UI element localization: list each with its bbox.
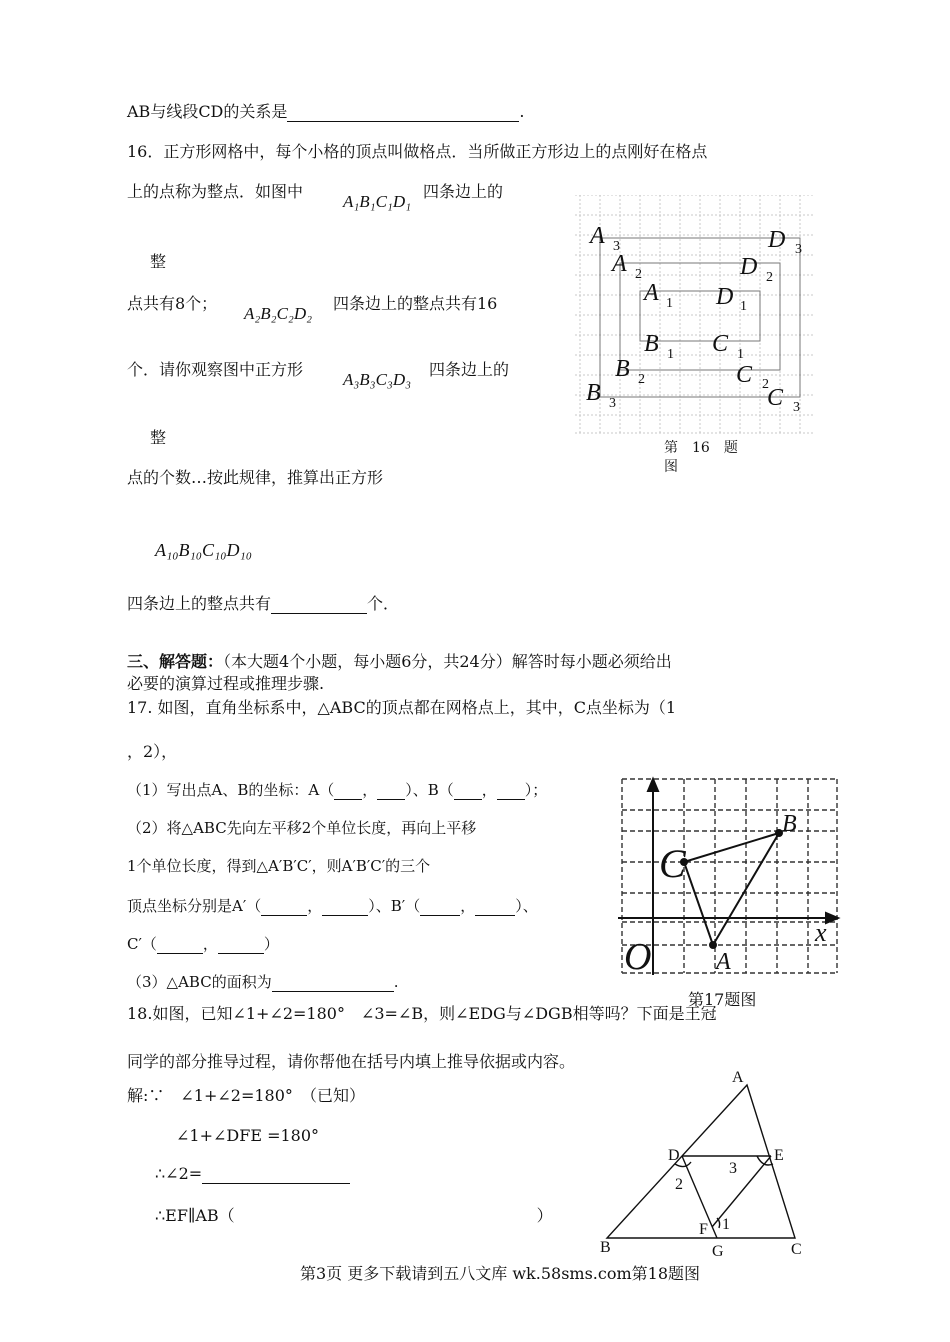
q16-line6: 整 xyxy=(150,428,167,447)
q17-a1x-blank[interactable] xyxy=(261,915,307,916)
q18-s4b: ） xyxy=(536,1206,553,1225)
q17-p2c: 顶点坐标分别是A′（ xyxy=(127,897,262,915)
q16-line2a: 上的点称为整点．如图中 xyxy=(127,182,304,201)
q16-square2: A₂B₂C₂D₂ xyxy=(244,304,313,323)
label-c3: C xyxy=(767,385,784,411)
label-d2-sub: 2 xyxy=(766,270,773,285)
section3-line1 xyxy=(127,652,672,672)
q17-part3 xyxy=(127,972,398,992)
label-b: B xyxy=(782,811,797,837)
q18-step2: ∠1+∠DFE =180° xyxy=(176,1126,320,1145)
label-c2-sub: 2 xyxy=(762,377,769,392)
q16-line5b: 四条边上的 xyxy=(429,360,510,379)
q17-line1: 17. 如图，直角坐标系中，△ABC的顶点都在网格点上，其中，C点坐标为（1 xyxy=(127,698,677,717)
q16-line3: 整 xyxy=(150,252,167,271)
page-footer xyxy=(300,1264,700,1284)
q17-p2h: C′（ xyxy=(127,935,157,953)
q15-end: . xyxy=(519,102,525,121)
label-d1: D xyxy=(716,284,734,310)
q16-line4b: 四条边上的整点共有16 xyxy=(333,294,498,313)
vertex-a xyxy=(709,941,717,949)
label-a2: A xyxy=(612,251,627,277)
q16-caption-a: 第 16 题 xyxy=(664,440,738,456)
label-c3-sub: 3 xyxy=(793,400,800,415)
q16-line5a: 个．请你观察图中正方形 xyxy=(127,360,304,379)
q16-square10: A₁₀B₁₀C₁₀D₁₀ xyxy=(155,540,253,560)
q17-part1 xyxy=(127,780,547,800)
x-axis-arrow xyxy=(826,913,838,923)
label-angle1: 1 xyxy=(722,1216,730,1233)
arc-1 xyxy=(717,1218,720,1228)
label-angle2: 2 xyxy=(675,1176,683,1193)
q18-line1: 18.如图，已知∠1+∠2=180° ∠3=∠B，则∠EDG与∠DGB相等吗？下面是王冠 xyxy=(127,1004,717,1023)
q16-line8a: 四条边上的整点共有 xyxy=(127,594,272,613)
label-c1-sub: 1 xyxy=(737,347,744,362)
q18-caption: 第18题图 xyxy=(631,1264,701,1283)
q17-coordinate-figure xyxy=(618,775,843,980)
label-c2: C xyxy=(736,362,753,388)
q17-caption: 第17题图 xyxy=(688,990,757,1009)
q16-line7: 点的个数…按此规律，推算出正方形 xyxy=(127,468,384,487)
label-angle3: 3 xyxy=(729,1160,737,1177)
q18-step4 xyxy=(155,1206,553,1226)
label-a1-sub: 1 xyxy=(666,296,673,311)
q15-line xyxy=(127,102,524,122)
label-b1: B xyxy=(644,331,659,357)
label-c1: C xyxy=(712,331,729,357)
segment-ef xyxy=(712,1156,771,1227)
q17-part2c xyxy=(127,896,538,916)
q17-c1x-blank[interactable] xyxy=(157,953,203,954)
q17-part2d xyxy=(127,934,279,954)
q17-bx-blank[interactable] xyxy=(454,799,482,800)
q18-line2: 同学的部分推导过程，请你帮他在括号内填上推导依据或内容。 xyxy=(127,1052,576,1071)
q17-p2i: ， xyxy=(202,935,218,953)
label-g: G xyxy=(712,1243,724,1260)
label-b2: B xyxy=(615,356,630,382)
q18-s4a: ∴EF∥AB（ xyxy=(155,1206,235,1225)
label-d: D xyxy=(668,1147,680,1164)
label-c: C xyxy=(659,841,686,886)
q17-ax-blank[interactable] xyxy=(334,799,362,800)
q17-triangle xyxy=(684,833,779,945)
q17-part2a: （2）将△ABC先向左平移2个单位长度，再向上平移 xyxy=(127,819,477,837)
label-a1: A xyxy=(644,280,659,306)
label-b2-sub: 2 xyxy=(638,372,645,387)
q17-p3b: . xyxy=(393,973,399,991)
label-d1-sub: 1 xyxy=(740,299,747,314)
q17-p2f: ， xyxy=(460,897,476,915)
q16-line4a: 点共有8个； xyxy=(127,294,218,313)
label-a2-sub: 2 xyxy=(635,267,642,282)
q16-grid-figure xyxy=(575,195,820,435)
q17-p2g: ）、 xyxy=(515,897,538,915)
label-b1-sub: 1 xyxy=(667,347,674,362)
q18-angle2-blank[interactable] xyxy=(202,1183,350,1184)
q17-p1b: ， xyxy=(362,781,378,799)
y-axis-arrow xyxy=(648,779,658,791)
q15-blank[interactable] xyxy=(287,121,519,122)
label-e: E xyxy=(774,1147,784,1164)
label-d2: D xyxy=(740,254,758,280)
q18-triangle-figure xyxy=(595,1062,820,1267)
q17-part2b: 1个单位长度，得到△A′B′C′，则A′B′C′的三个 xyxy=(127,857,431,875)
label-f: F xyxy=(699,1221,708,1238)
q16-squares xyxy=(600,238,800,397)
q18-step3 xyxy=(155,1164,350,1184)
square-a3b3c3d3 xyxy=(600,238,800,397)
q16-line1: 16．正方形网格中，每个小格的顶点叫做格点．当所做正方形边上的点刚好在格点 xyxy=(127,142,708,161)
label-d3-sub: 3 xyxy=(795,242,802,257)
q16-square3: A₃B₃C₃D₃ xyxy=(343,370,412,389)
q17-p1a: （1）写出点A、B的坐标：A（ xyxy=(127,781,335,799)
label-c: C xyxy=(791,1241,802,1258)
label-b3: B xyxy=(586,380,601,406)
q16-caption-b: 图 xyxy=(664,459,678,475)
q17-p2e: ）、B′（ xyxy=(368,897,421,915)
footer-text: 第3页 更多下载请到五八文库 wk.58sms.com xyxy=(300,1264,632,1283)
q17-c1y-blank[interactable] xyxy=(218,953,264,954)
q16-square1: A₁B₁C₁D₁ xyxy=(343,192,412,211)
label-a3-sub: 3 xyxy=(613,239,620,254)
label-a3: A xyxy=(590,223,605,249)
q17-b1x-blank[interactable] xyxy=(420,915,460,916)
q17-p2d: ， xyxy=(307,897,323,915)
q18-s1a: 解:∵ ∠1+∠2=180° xyxy=(127,1086,293,1105)
q15-text: AB与线段CD的关系是 xyxy=(127,102,288,121)
q18-s3: ∴∠2= xyxy=(155,1164,203,1183)
q17-area-blank[interactable] xyxy=(272,991,394,992)
q18-lines xyxy=(607,1085,795,1238)
section3-desc2: 必要的演算过程或推理步骤. xyxy=(127,674,325,693)
q16-line2b: 四条边上的 xyxy=(423,182,504,201)
label-x: x xyxy=(815,918,827,947)
q17-ay-blank[interactable] xyxy=(377,799,405,800)
q17-line2: ，2）， xyxy=(127,742,178,761)
q17-a1y-blank[interactable] xyxy=(322,915,368,916)
q17-b1y-blank[interactable] xyxy=(475,915,515,916)
label-a: A xyxy=(716,949,731,975)
label-a: A xyxy=(732,1069,744,1086)
q18-s1b: （已知） xyxy=(308,1086,365,1105)
section3-heading: 三、解答题： xyxy=(127,652,224,671)
q17-p2j: ） xyxy=(263,935,279,953)
q18-step1 xyxy=(127,1086,365,1106)
q16-line8b: 个． xyxy=(367,594,400,613)
q16-answer-blank[interactable] xyxy=(271,613,367,614)
q16-line8 xyxy=(127,594,399,614)
label-origin: O xyxy=(624,936,652,978)
label-b3-sub: 3 xyxy=(609,396,616,411)
section3-desc: （本大题4个小题，每小题6分，共24分）解答时每小题必须给出 xyxy=(223,652,672,671)
q17-by-blank[interactable] xyxy=(497,799,525,800)
q17-p1e: ）； xyxy=(524,781,548,799)
label-b: B xyxy=(600,1239,611,1256)
q17-grid xyxy=(622,779,837,973)
q17-p3a: （3）△ABC的面积为 xyxy=(127,973,272,991)
q17-p1c: ）、B（ xyxy=(405,781,454,799)
label-d3: D xyxy=(768,227,786,253)
q17-p1d: ， xyxy=(481,781,497,799)
